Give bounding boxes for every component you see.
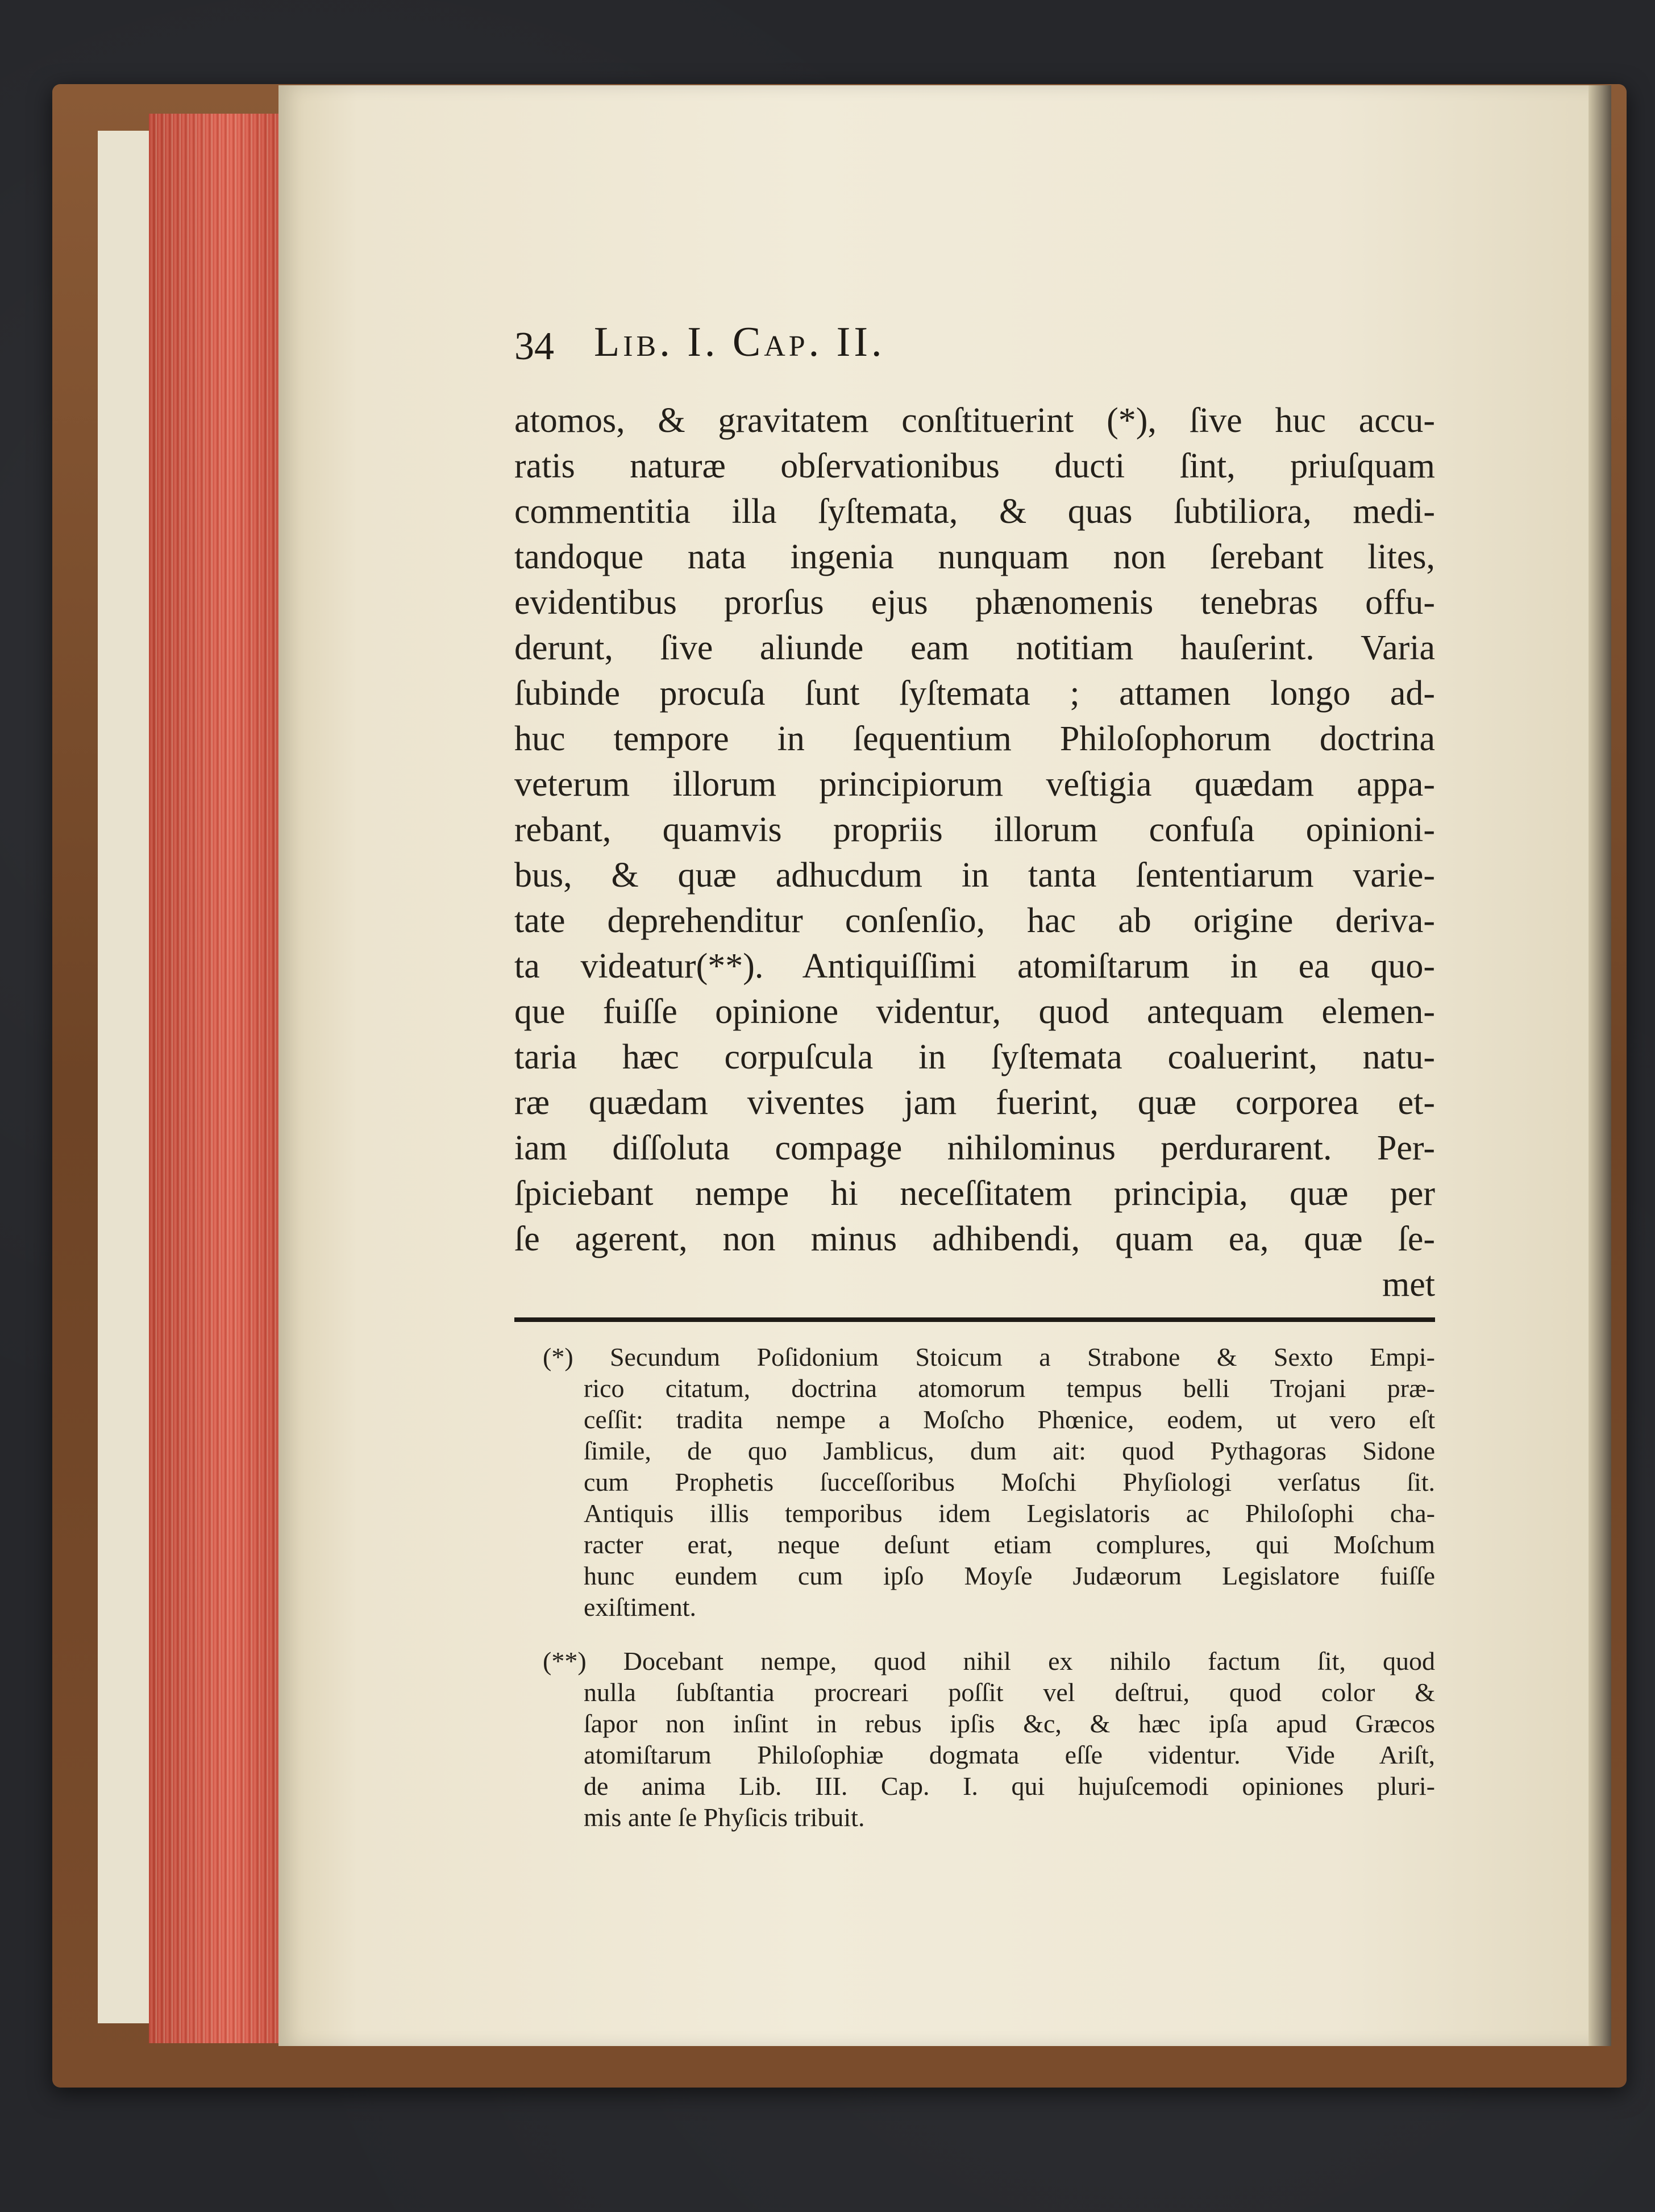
red-page-edges [149,114,285,2043]
body-line: veterum illorum principiorum veſtigia quædam appa- [514,765,1435,804]
footnote-rule [514,1317,1435,1322]
footnote-line: nulla ſubſtantia procreari poſſit vel deſtrui, quod color & [584,1678,1435,1707]
body-line: que fuiſſe opinione videntur, quod antequam elemen- [514,992,1435,1031]
body-line: huc tempore in ſequentium Philoſophorum doctrina [514,720,1435,758]
body-line: taria hæc corpuſcula in ſyſtemata coaluerint, natu- [514,1038,1435,1076]
page-header [514,318,1435,381]
body-line: bus, & quæ adhucdum in tanta ſententiarum varie- [514,856,1435,895]
footnote-line: rico citatum, doctrina atomorum tempus belli Trojani præ- [584,1374,1435,1403]
footnote-line: (**) Docebant nempe, quod nihil ex nihilo factum ſit, quod [543,1646,1435,1675]
footnote-line: (*) Secundum Poſidonium Stoicum a Strabone & Sexto Empi- [543,1342,1435,1371]
body-line: evidentibus prorſus ejus phænomenis tenebras offu- [514,583,1435,622]
footnote-line: mis ante ſe Phyſicis tribuit. [584,1803,865,1832]
footnote-line: de anima Lib. III. Cap. I. qui hujuſcemodi opiniones pluri- [584,1772,1435,1801]
body-line: commentitia illa ſyſtemata, & quas ſubtiliora, medi- [514,492,1435,531]
body-line: ratis naturæ obſervationibus ducti ſint, priuſquam [514,447,1435,485]
body-line: ta videatur(**). Antiquiſſimi atomiſtarum in ea quo- [514,947,1435,986]
page-gutter [1589,85,1611,2046]
endpaper [98,131,155,2023]
page-number: 34 [514,325,554,368]
body-line: ſubinde procuſa ſunt ſyſtemata ; attamen longo ad- [514,674,1435,713]
footnote-1 [543,1341,1435,1623]
footnote-line: hunc eundem cum ipſo Moyſe Judæorum Legislatore fuiſſe [584,1561,1435,1590]
body-line: derunt, ſive aliunde eam notitiam hauſerint. Varia [514,629,1435,667]
catchword: met [1382,1265,1435,1304]
body-line: atomos, & gravitatem conſtituerint (*), ſive huc accu- [514,401,1435,440]
body-line: ſpiciebant nempe hi neceſſitatem principia, quæ per [514,1174,1435,1213]
body-text [514,398,1435,1307]
footnote-line: ſapor non inſint in rebus ipſis &c, & hæc ipſa apud Græcos [584,1709,1435,1738]
body-line: ſe agerent, non minus adhibendi, quam ea, quæ ſe- [514,1220,1435,1258]
footnote-line: cum Prophetis ſucceſſoribus Moſchi Phyſiologi verſatus ſit. [584,1467,1435,1496]
body-line: tate deprehenditur conſenſio, hac ab origine deriva- [514,901,1435,940]
footnote-line: Antiquis illis temporibus idem Legislatoris ac Philoſophi cha- [584,1499,1435,1528]
body-line: iam diſſoluta compage nihilominus perdurarent. Per- [514,1129,1435,1167]
footnote-2 [543,1645,1435,1833]
running-head: Lib. I. Cap. II. [594,319,885,365]
footnotes [543,1341,1435,1856]
body-line: tandoque nata ingenia nunquam non ſerebant lites, [514,538,1435,576]
footnote-line: exiſtiment. [584,1593,697,1621]
footnote-line: atomiſtarum Philoſophiæ dogmata eſſe videntur. Vide Ariſt, [584,1740,1435,1769]
body-line: rebant, quamvis propriis illorum confuſa opinioni- [514,810,1435,849]
footnote-line: ceſſit: tradita nempe a Moſcho Phœnice, eodem, ut vero eſt [584,1405,1435,1434]
body-line: ræ quædam viventes jam fuerint, quæ corporea et- [514,1083,1435,1122]
footnote-line: ſimile, de quo Jamblicus, dum ait: quod Pythagoras Sidone [584,1436,1435,1465]
footnote-line: racter erat, neque deſunt etiam complures, qui Moſchum [584,1530,1435,1559]
